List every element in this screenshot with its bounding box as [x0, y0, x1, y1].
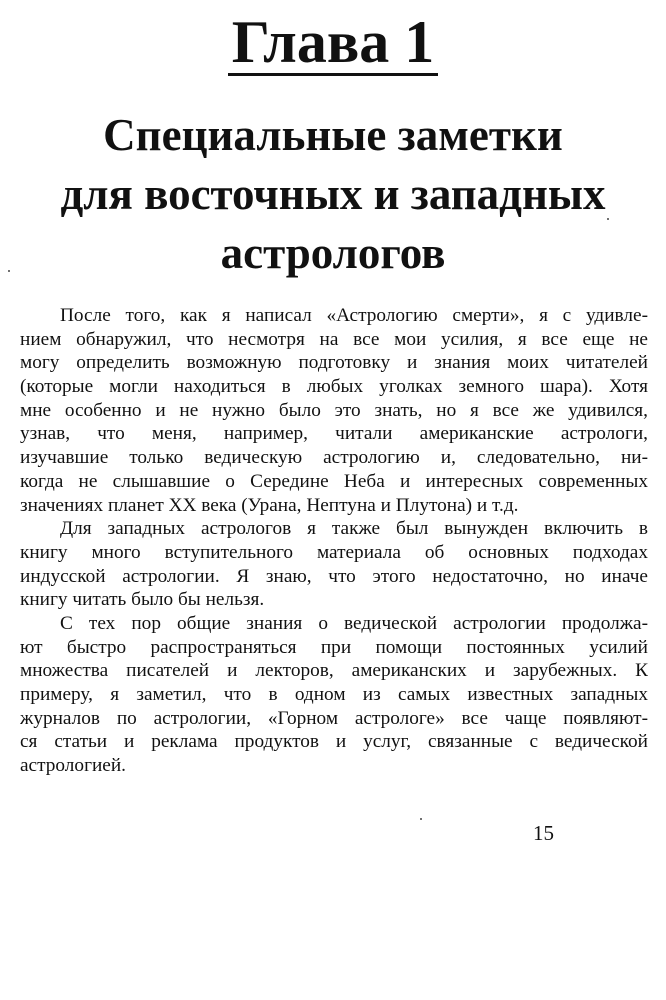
text-line: могу определить возможную подготовку и знания моих читателей: [20, 352, 648, 374]
scan-speck: [8, 270, 10, 272]
text-line: книгу много вступительного материала об основных подходах: [20, 541, 648, 563]
text-line: значениях планет XX века (Урана, Нептуна и Плутона) и т.д.: [20, 494, 519, 516]
text-line: нием обнаружил, что несмотря на все мои усилия, я все еще не: [20, 328, 648, 350]
section-heading: [0, 106, 666, 283]
text-line: множества писателей и лекторов, американских и зарубежных. К: [20, 660, 648, 682]
chapter-title: [0, 4, 666, 80]
page-number: 15: [533, 821, 554, 845]
section-heading-line: Специальные заметки: [103, 110, 563, 160]
text-line: ся статьи и реклама продуктов и услуг, связанные с ведической: [20, 731, 648, 753]
paragraph-1: [20, 304, 648, 517]
chapter-title-text: Глава 1: [228, 11, 438, 76]
text-line: ют быстро распространяться при помощи постоянных усилий: [20, 636, 648, 658]
section-heading-line: для восточных и западных: [60, 169, 606, 219]
text-line: астрологией.: [20, 755, 126, 777]
paragraph-2: [20, 517, 648, 612]
text-line: примеру, я заметил, что в одном из самых известных западных: [20, 684, 648, 705]
paragraph-3: [20, 612, 648, 778]
scan-speck: [607, 218, 609, 220]
text-line: индусской астрологии. Я знаю, что этого недостаточно, но иначе: [20, 565, 648, 587]
text-line: книгу читать было бы нельзя.: [20, 589, 265, 611]
scan-speck: [420, 818, 422, 820]
text-line: После того, как я написал «Астрологию смерти», я с удивле-: [60, 305, 648, 326]
section-heading-line: астрологов: [220, 228, 446, 278]
text-line: мне особенно и не нужно было это знать, но я все же удивился,: [20, 399, 648, 421]
text-line: узнав, что меня, например, читали американские астрологи,: [20, 423, 648, 445]
body-text: [20, 304, 648, 778]
text-line: журналов по астрологии, «Горном астрологе» все чаще появляют-: [20, 707, 648, 729]
text-line: изучавшие только ведическую астрологию и, следовательно, ни-: [20, 447, 648, 469]
text-line: С тех пор общие знания о ведической астрологии продолжа-: [60, 612, 648, 634]
text-line: когда не слышавшие о Середине Неба и интересных современных: [20, 470, 648, 492]
text-line: Для западных астрологов я также был вынужден включить в: [60, 518, 648, 540]
text-line: (которые могли находиться в любых уголках земного шара). Хотя: [20, 376, 648, 398]
